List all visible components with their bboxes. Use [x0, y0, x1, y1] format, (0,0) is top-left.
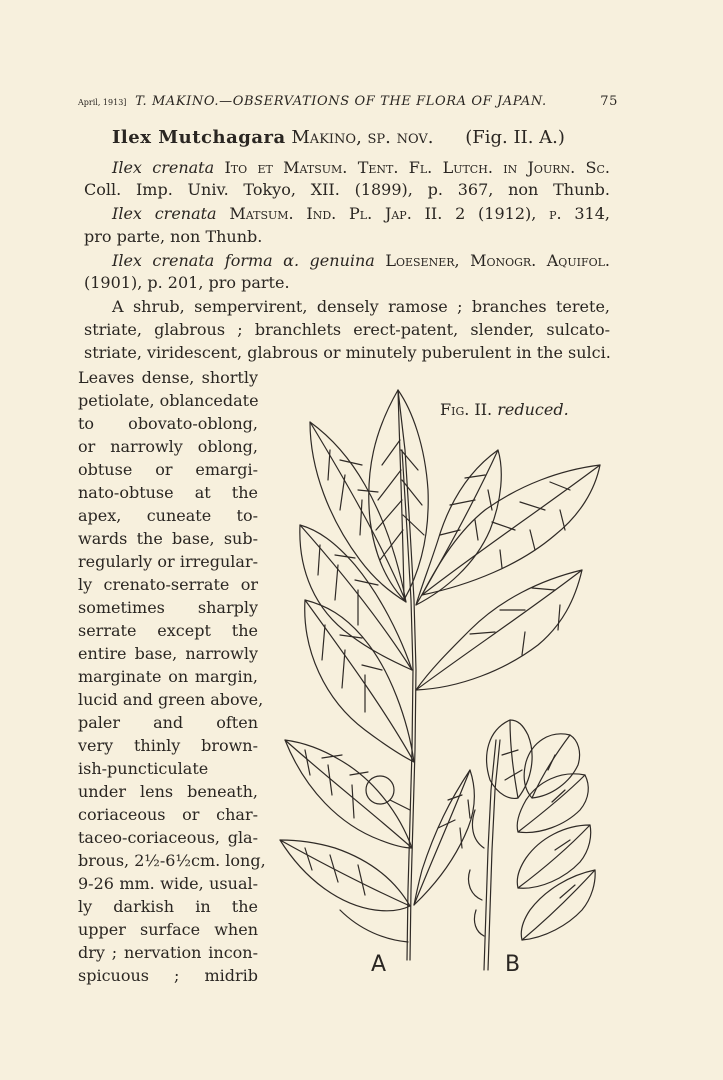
synonym-1-line-1: Ilex crenata Ito et Matsum. Tent. Fl. Lutch. in Journ. Sc. [112, 158, 610, 177]
specimen-b-drawing [469, 720, 596, 970]
column-line: ish-puncticulate [78, 759, 209, 778]
column-line: ly crenato-serrate or [78, 575, 258, 594]
column-line: under lens beneath, [78, 782, 258, 801]
synonym-2-line-1: Ilex crenata Matsum. Ind. Pl. Jap. II. 2 (1912), p. 314, [112, 204, 610, 223]
column-line: spicuous ; midrib [78, 966, 258, 985]
header-title: T. MAKINO.—OBSERVATIONS OF THE FLORA OF JAPAN. [135, 94, 547, 109]
column-line: lucid and green above, [78, 690, 264, 709]
column-line: marginate on margin, [78, 667, 258, 686]
specimen-a-drawing [280, 390, 600, 960]
description-line-2: striate, glabrous ; branchlets erect-patent, slender, sulcato- [84, 320, 610, 339]
botanical-illustration [270, 370, 610, 980]
running-head [78, 94, 618, 109]
description-column [78, 366, 266, 987]
column-line: coriaceous or char- [78, 805, 258, 824]
figure-label-b: B [505, 952, 521, 977]
column-line: upper surface when [78, 920, 258, 939]
column-line: petiolate, oblancedate [78, 391, 259, 410]
figure-label-a: A [371, 952, 387, 977]
column-line: apex, cuneate to- [78, 506, 258, 525]
column-line: Leaves dense, shortly [78, 368, 258, 387]
column-line: regularly or irregular- [78, 552, 258, 571]
column-line: brous, 2½-6½cm. long, [78, 851, 266, 870]
column-line: wards the base, sub- [78, 529, 258, 548]
species-author: Makino, sp. nov. [291, 127, 434, 148]
column-line: taceo-coriaceous, gla- [78, 828, 258, 847]
description-line-3: striate, viridescent, glabrous or minutely puberulent in the sulci. [84, 343, 611, 362]
column-line: obtuse or emargi- [78, 460, 258, 479]
figure-reference: (Fig. II. A.) [465, 127, 565, 148]
species-heading [112, 128, 565, 148]
synonym-1-line-2: Coll. Imp. Univ. Tokyo, XII. (1899), p. 367, non Thunb. [84, 180, 610, 199]
column-line: or narrowly oblong, [78, 437, 258, 456]
header-date: April, 1913] [78, 98, 127, 107]
synonym-2-line-2: pro parte, non Thunb. [84, 227, 263, 246]
column-line: paler and often [78, 713, 258, 732]
column-line: very thinly brown- [78, 736, 258, 755]
synonym-3-line-2: (1901), p. 201, pro parte. [84, 273, 290, 292]
figure-caption: Fig. II. reduced. [440, 400, 569, 419]
species-name: Ilex Mutchagara [112, 127, 286, 148]
column-line: nato-obtuse at the [78, 483, 258, 502]
column-line: ly darkish in the [78, 897, 258, 916]
column-line: entire base, narrowly [78, 644, 258, 663]
column-line: sometimes sharply [78, 598, 258, 617]
column-line: 9-26 mm. wide, usual- [78, 874, 258, 893]
column-line: serrate except the [78, 621, 258, 640]
column-line: dry ; nervation incon- [78, 943, 258, 962]
description-line-1: A shrub, sempervirent, densely ramose ; branches terete, [112, 297, 610, 316]
column-line: to obovato-oblong, [78, 414, 258, 433]
page-number: 75 [600, 94, 618, 109]
synonym-3-line-1: Ilex crenata forma α. genuina Loesener, Monogr. Aquifol. [112, 251, 610, 270]
